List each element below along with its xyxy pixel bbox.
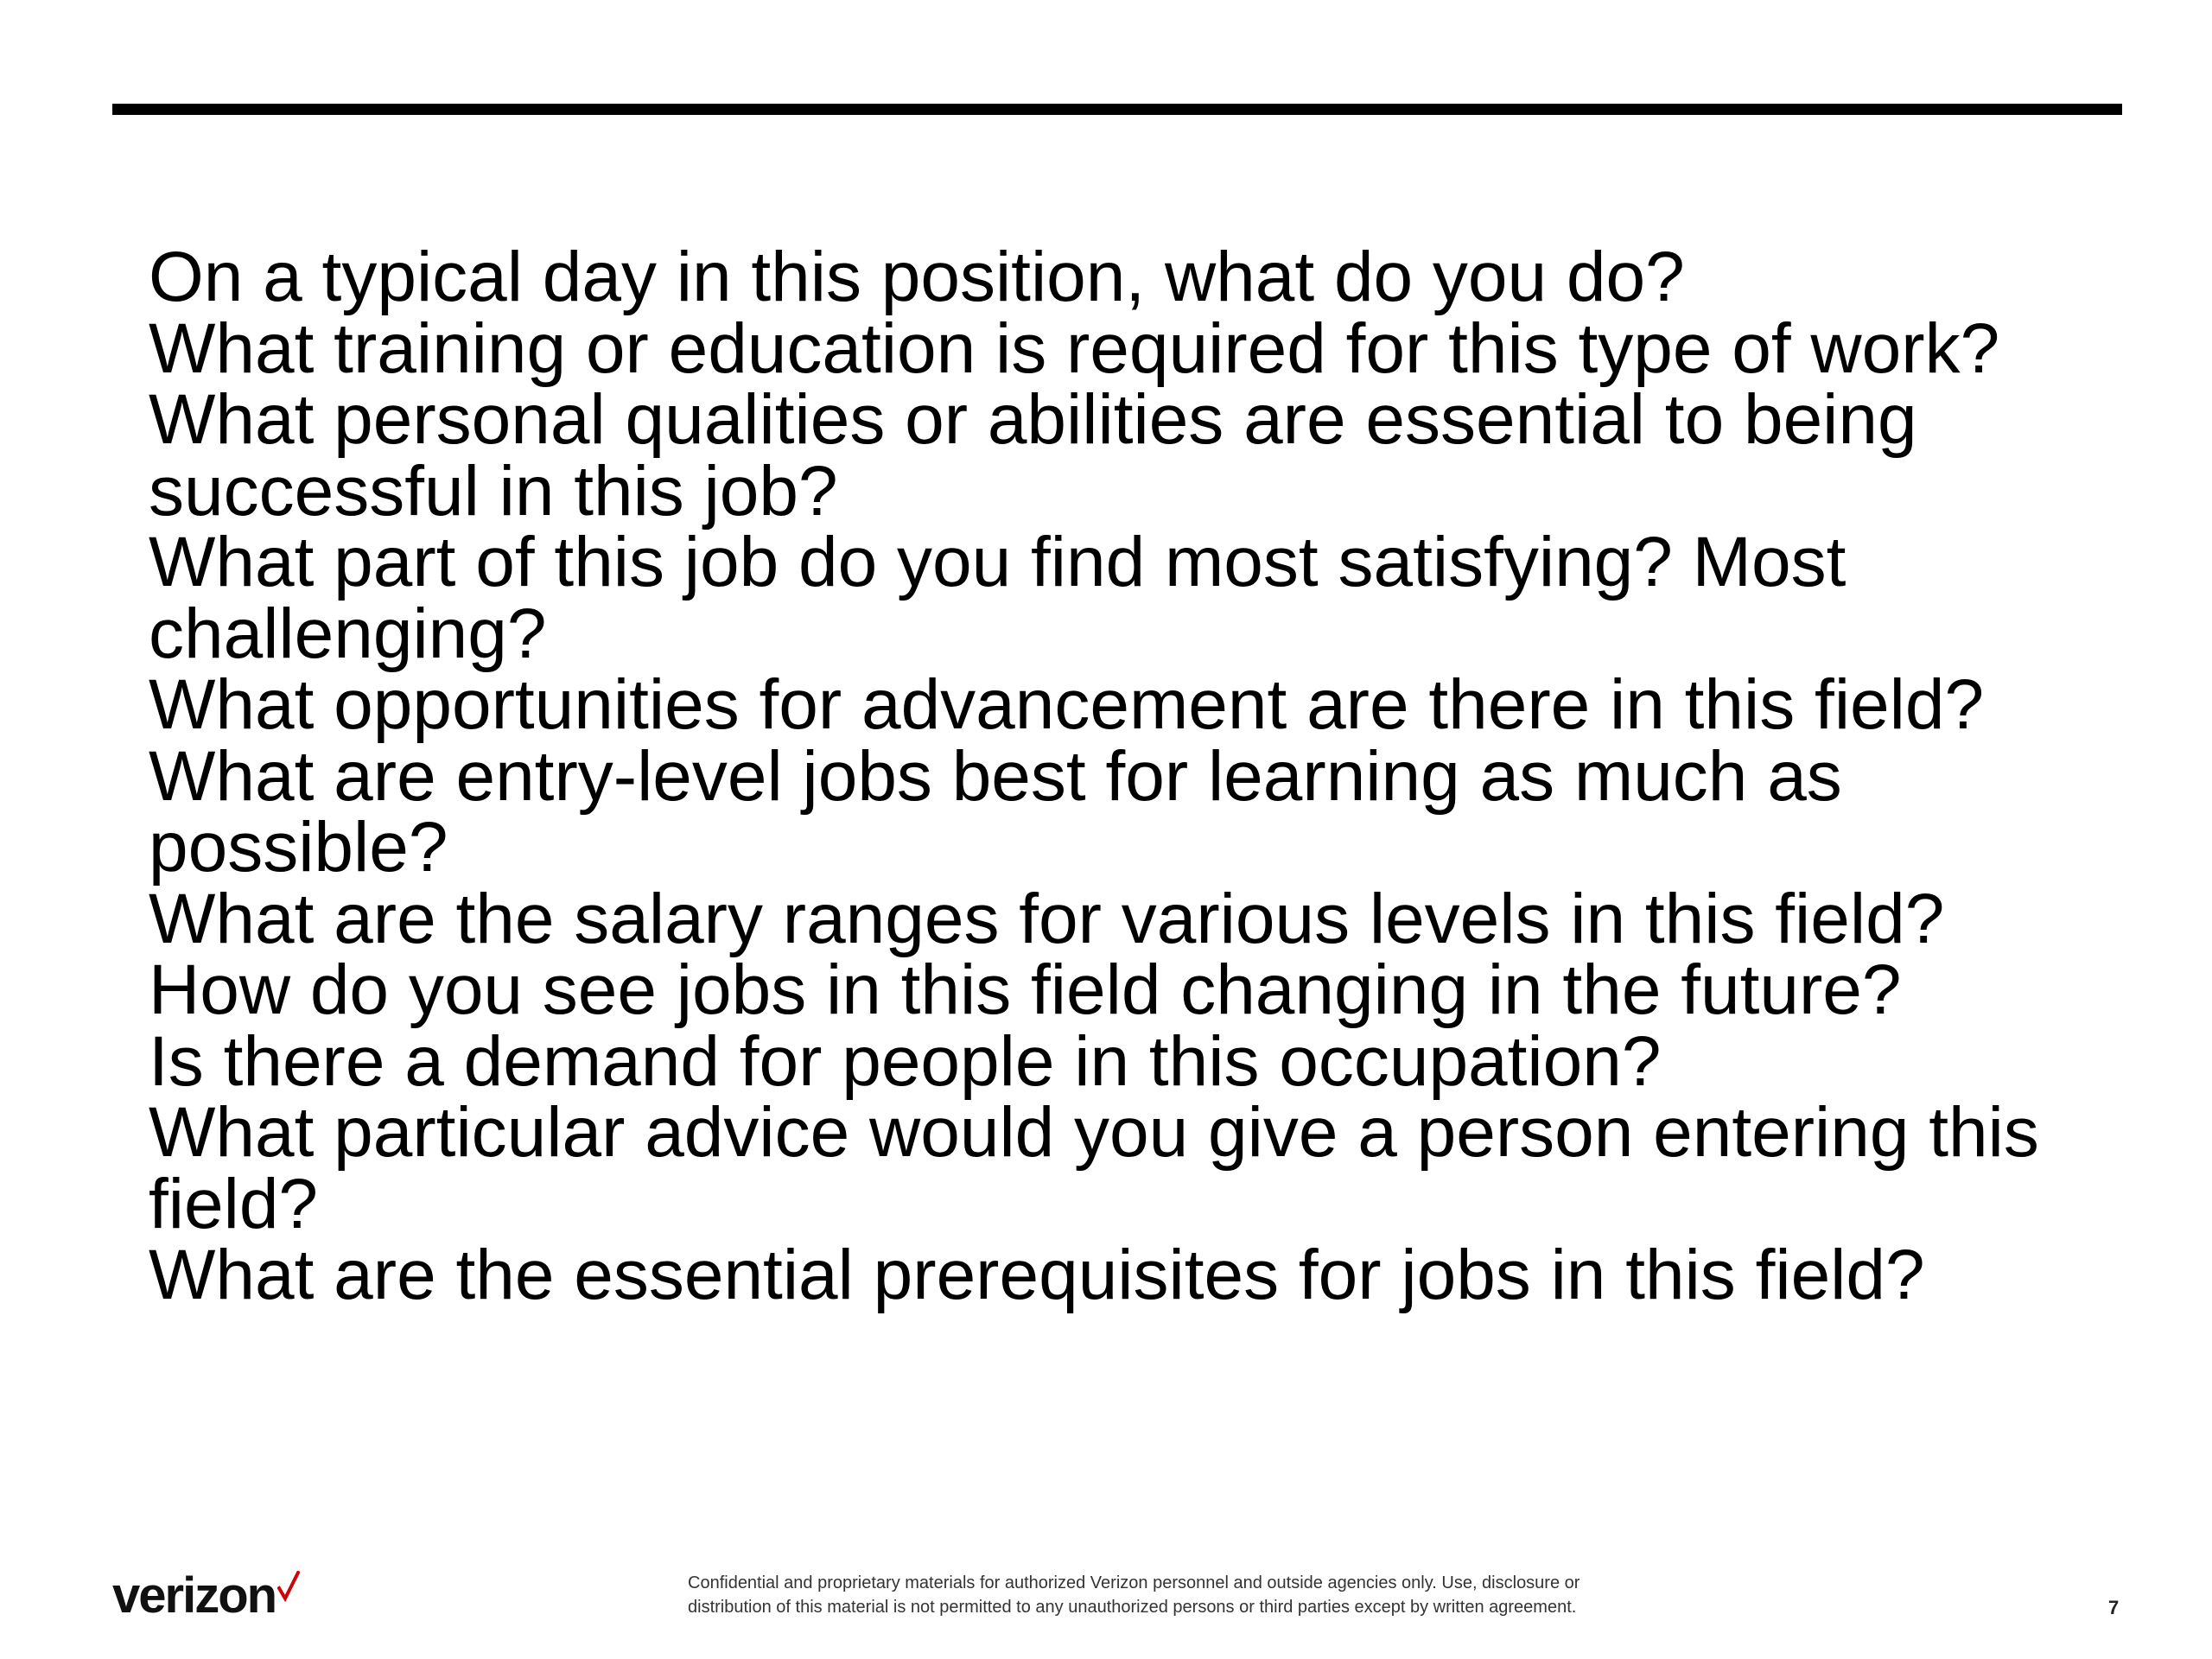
question-item: What particular advice would you give a person entering this field? [149,1093,2039,1243]
page-number: 7 [2108,1597,2120,1618]
question-item: What are entry-level jobs best for learning as much as possible? [149,736,1842,887]
question-item: What opportunities for advancement are there in this field? [149,665,1985,744]
question-item: Is there a demand for people in this occupation? [149,1021,1662,1101]
logo-wordmark: verizon [112,1567,276,1624]
question-item: What part of this job do you find most satisfying? Most challenging? [149,523,1847,673]
top-divider-rule [112,104,2122,115]
question-item: What training or education is required for this type of work? [149,308,2000,388]
question-item: How do you see jobs in this field changing in the future? [149,950,1902,1029]
checkmark-icon [277,1571,300,1602]
question-item: What personal qualities or abilities are essential to being successful in this job? [149,380,1917,531]
question-item: What are the essential prerequisites for jobs in this field? [149,1236,1925,1314]
question-item: What are the salary ranges for various levels in this field? [149,879,1945,958]
question-list [149,238,2093,1314]
disclaimer-line: distribution of this material is not permitted to any unauthorized persons or third parties except by written agreement. [688,1598,1577,1617]
disclaimer-line: Confidential and proprietary materials for authorized Verizon personnel and outside agencies only. Use, disclosure or [688,1573,1580,1592]
question-item: On a typical day in this position, what do you do? [149,238,1685,316]
confidentiality-disclaimer [688,1571,1638,1619]
verizon-logo [112,1566,300,1626]
